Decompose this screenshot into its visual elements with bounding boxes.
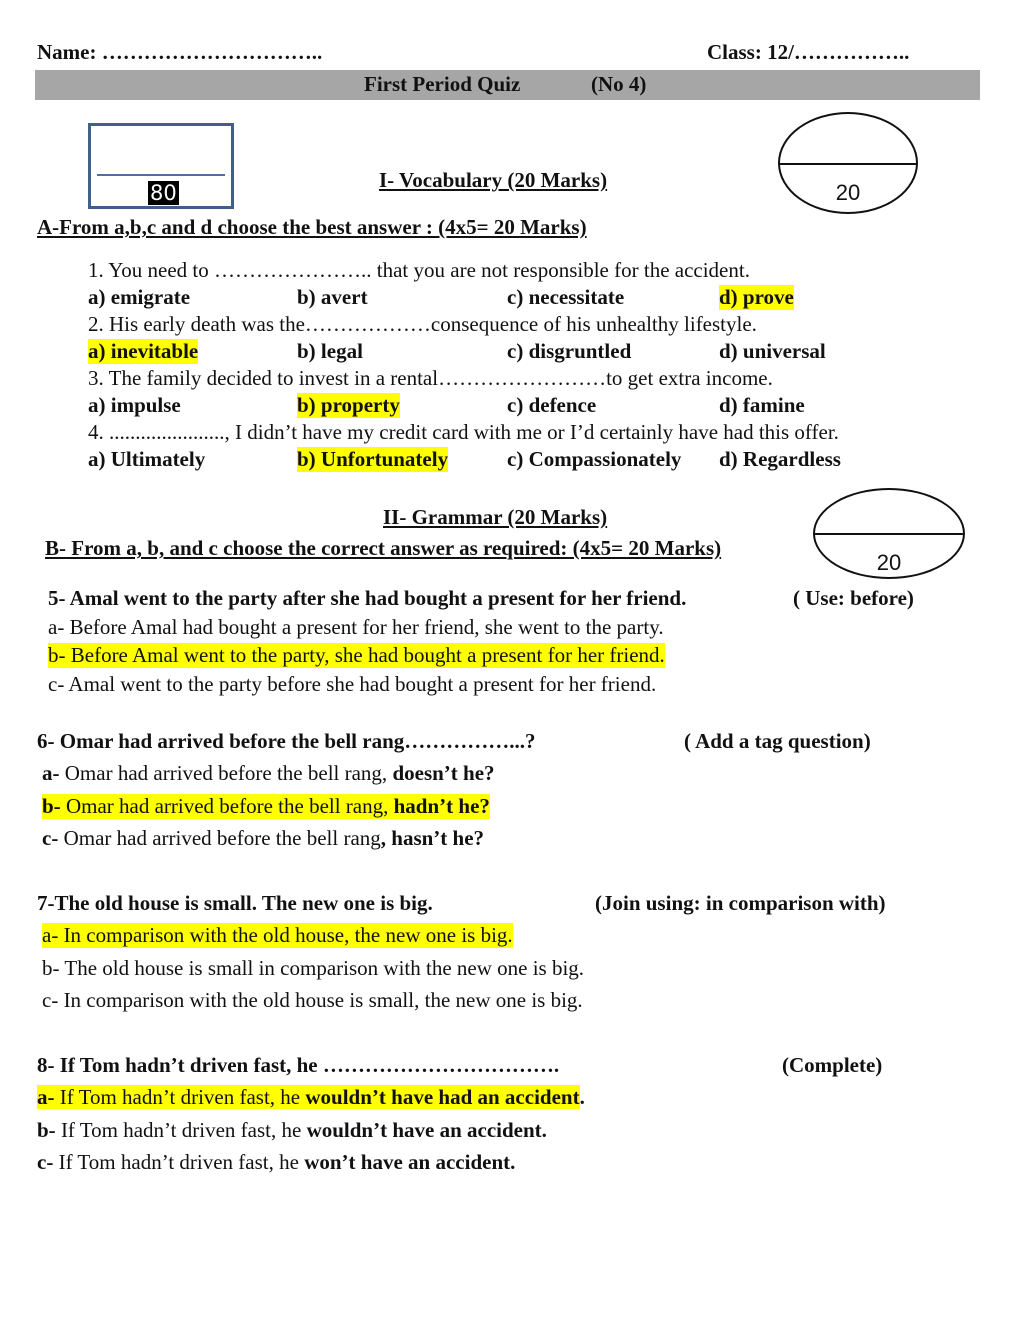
grammar-q6-hint: ( Add a tag question) xyxy=(684,729,871,753)
grammar-q7-option-a-correct: a- In comparison with the old house, the new one is big. xyxy=(42,923,513,947)
score-divider xyxy=(97,174,225,176)
grammar-instruction: B- From a, b, and c choose the correct answer as required: (4x5= 20 Marks) xyxy=(45,536,722,560)
vocab-q1-option-d-correct: d) prove xyxy=(719,285,794,309)
vocab-score: 20 xyxy=(835,180,861,205)
option-body: If Tom hadn’t driven fast, he xyxy=(53,1150,305,1174)
vocab-q4-option-c: c) Compassionately xyxy=(507,447,682,471)
vocab-q2-option-d: d) universal xyxy=(719,339,826,363)
grammar-q7-stem: 7-The old house is small. The new one is big. xyxy=(37,891,433,915)
option-ending: won’t have an accident. xyxy=(304,1150,516,1174)
option-letter: c- xyxy=(37,1150,54,1174)
option-ending: wouldn’t have an accident. xyxy=(306,1118,547,1142)
vocab-q2-option-b: b) legal xyxy=(297,339,363,363)
vocab-q4-option-b-correct: b) Unfortunately xyxy=(297,447,449,471)
grammar-q6-stem: 6- Omar had arrived before the bell rang……………...? xyxy=(37,729,536,753)
quiz-number: (No 4) xyxy=(591,72,647,96)
vocab-q4-option-d: d) Regardless xyxy=(719,447,841,471)
grammar-q8-stem: 8- If Tom hadn’t driven fast, he ……………………………. xyxy=(37,1053,560,1077)
vocab-score-oval xyxy=(778,112,918,214)
grammar-q5-option-b-correct: b- Before Amal went to the party, she had bought a present for her friend. xyxy=(48,643,665,667)
grammar-q6-option-a xyxy=(42,761,495,786)
grammar-heading: II- Grammar (20 Marks) xyxy=(383,505,608,529)
option-letter: c- xyxy=(42,826,59,850)
grammar-q7-hint: (Join using: in comparison with) xyxy=(595,891,886,915)
option-tag: hadn’t he? xyxy=(393,794,490,818)
option-letter: b- xyxy=(42,794,61,818)
grammar-q5-option-a: a- Before Amal had bought a present for her friend, she went to the party. xyxy=(48,615,664,639)
vocabulary-heading: I- Vocabulary (20 Marks) xyxy=(379,168,608,192)
total-score-box xyxy=(88,123,234,209)
vocab-q1-option-b: b) avert xyxy=(297,285,368,309)
vocab-q2-option-a-correct: a) inevitable xyxy=(88,339,199,363)
grammar-score: 20 xyxy=(876,550,902,575)
vocab-q3-option-d: d) famine xyxy=(719,393,805,417)
grammar-q7-option-b: b- The old house is small in comparison with the new one is big. xyxy=(42,956,585,980)
vocab-q3-stem: 3. The family decided to invest in a rental……………………to get extra income. xyxy=(88,366,773,390)
option-body: If Tom hadn’t driven fast, he xyxy=(54,1085,306,1109)
option-body: Omar had arrived before the bell rang, xyxy=(59,761,393,785)
class-field-label: Class: 12/…………….. xyxy=(707,40,910,64)
vocab-q3-option-b-correct: b) property xyxy=(297,393,400,417)
grammar-q8-option-a-correct xyxy=(37,1085,585,1110)
grammar-q8-option-b xyxy=(37,1118,547,1143)
grammar-q5-option-c: c- Amal went to the party before she had bought a present for her friend. xyxy=(48,672,657,696)
option-letter: a- xyxy=(42,761,60,785)
vocab-q4-option-a: a) Ultimately xyxy=(88,447,206,471)
option-body: If Tom hadn’t driven fast, he xyxy=(55,1118,307,1142)
vocab-q2-stem: 2. His early death was the………………consequence of his unhealthy lifestyle. xyxy=(88,312,757,336)
total-score: 80 xyxy=(150,181,177,205)
vocab-q3-option-c: c) defence xyxy=(507,393,597,417)
grammar-score-oval xyxy=(813,488,965,579)
vocab-q2-option-c: c) disgruntled xyxy=(507,339,632,363)
vocabulary-instruction: A-From a,b,c and d choose the best answer : (4x5= 20 Marks) xyxy=(37,215,587,239)
vocab-q1-option-c: c) necessitate xyxy=(507,285,625,309)
option-body: Omar had arrived before the bell rang, xyxy=(60,794,394,818)
option-ending: wouldn’t have had an accident xyxy=(305,1085,580,1109)
grammar-q5-hint: ( Use: before) xyxy=(793,586,914,610)
grammar-q8-hint: (Complete) xyxy=(782,1053,883,1077)
grammar-q7-option-c: c- In comparison with the old house is small, the new one is big. xyxy=(42,988,583,1012)
option-tail: . xyxy=(579,1085,585,1109)
option-body: Omar had arrived before the bell rang xyxy=(58,826,381,850)
grammar-q6-option-c xyxy=(42,826,484,851)
quiz-title: First Period Quiz xyxy=(364,72,521,96)
vocab-q4-stem: 4. ......................, I didn’t have my credit card with me or I’d certainly have had this offer. xyxy=(88,420,839,444)
option-letter: a- xyxy=(37,1085,55,1109)
grammar-q6-option-b-correct xyxy=(42,794,490,819)
vocab-q3-option-a: a) impulse xyxy=(88,393,181,417)
grammar-q5-stem: 5- Amal went to the party after she had bought a present for her friend. xyxy=(48,586,687,610)
vocab-q1-stem: 1. You need to ………………….. that you are not responsible for the accident. xyxy=(88,258,750,282)
grammar-q8-option-c xyxy=(37,1150,515,1175)
option-tag: doesn’t he? xyxy=(392,761,495,785)
option-letter: b- xyxy=(37,1118,56,1142)
name-field-label: Name: ………………………….. xyxy=(37,40,323,64)
option-tag: , hasn’t he? xyxy=(380,826,485,850)
vocab-q1-option-a: a) emigrate xyxy=(88,285,191,309)
